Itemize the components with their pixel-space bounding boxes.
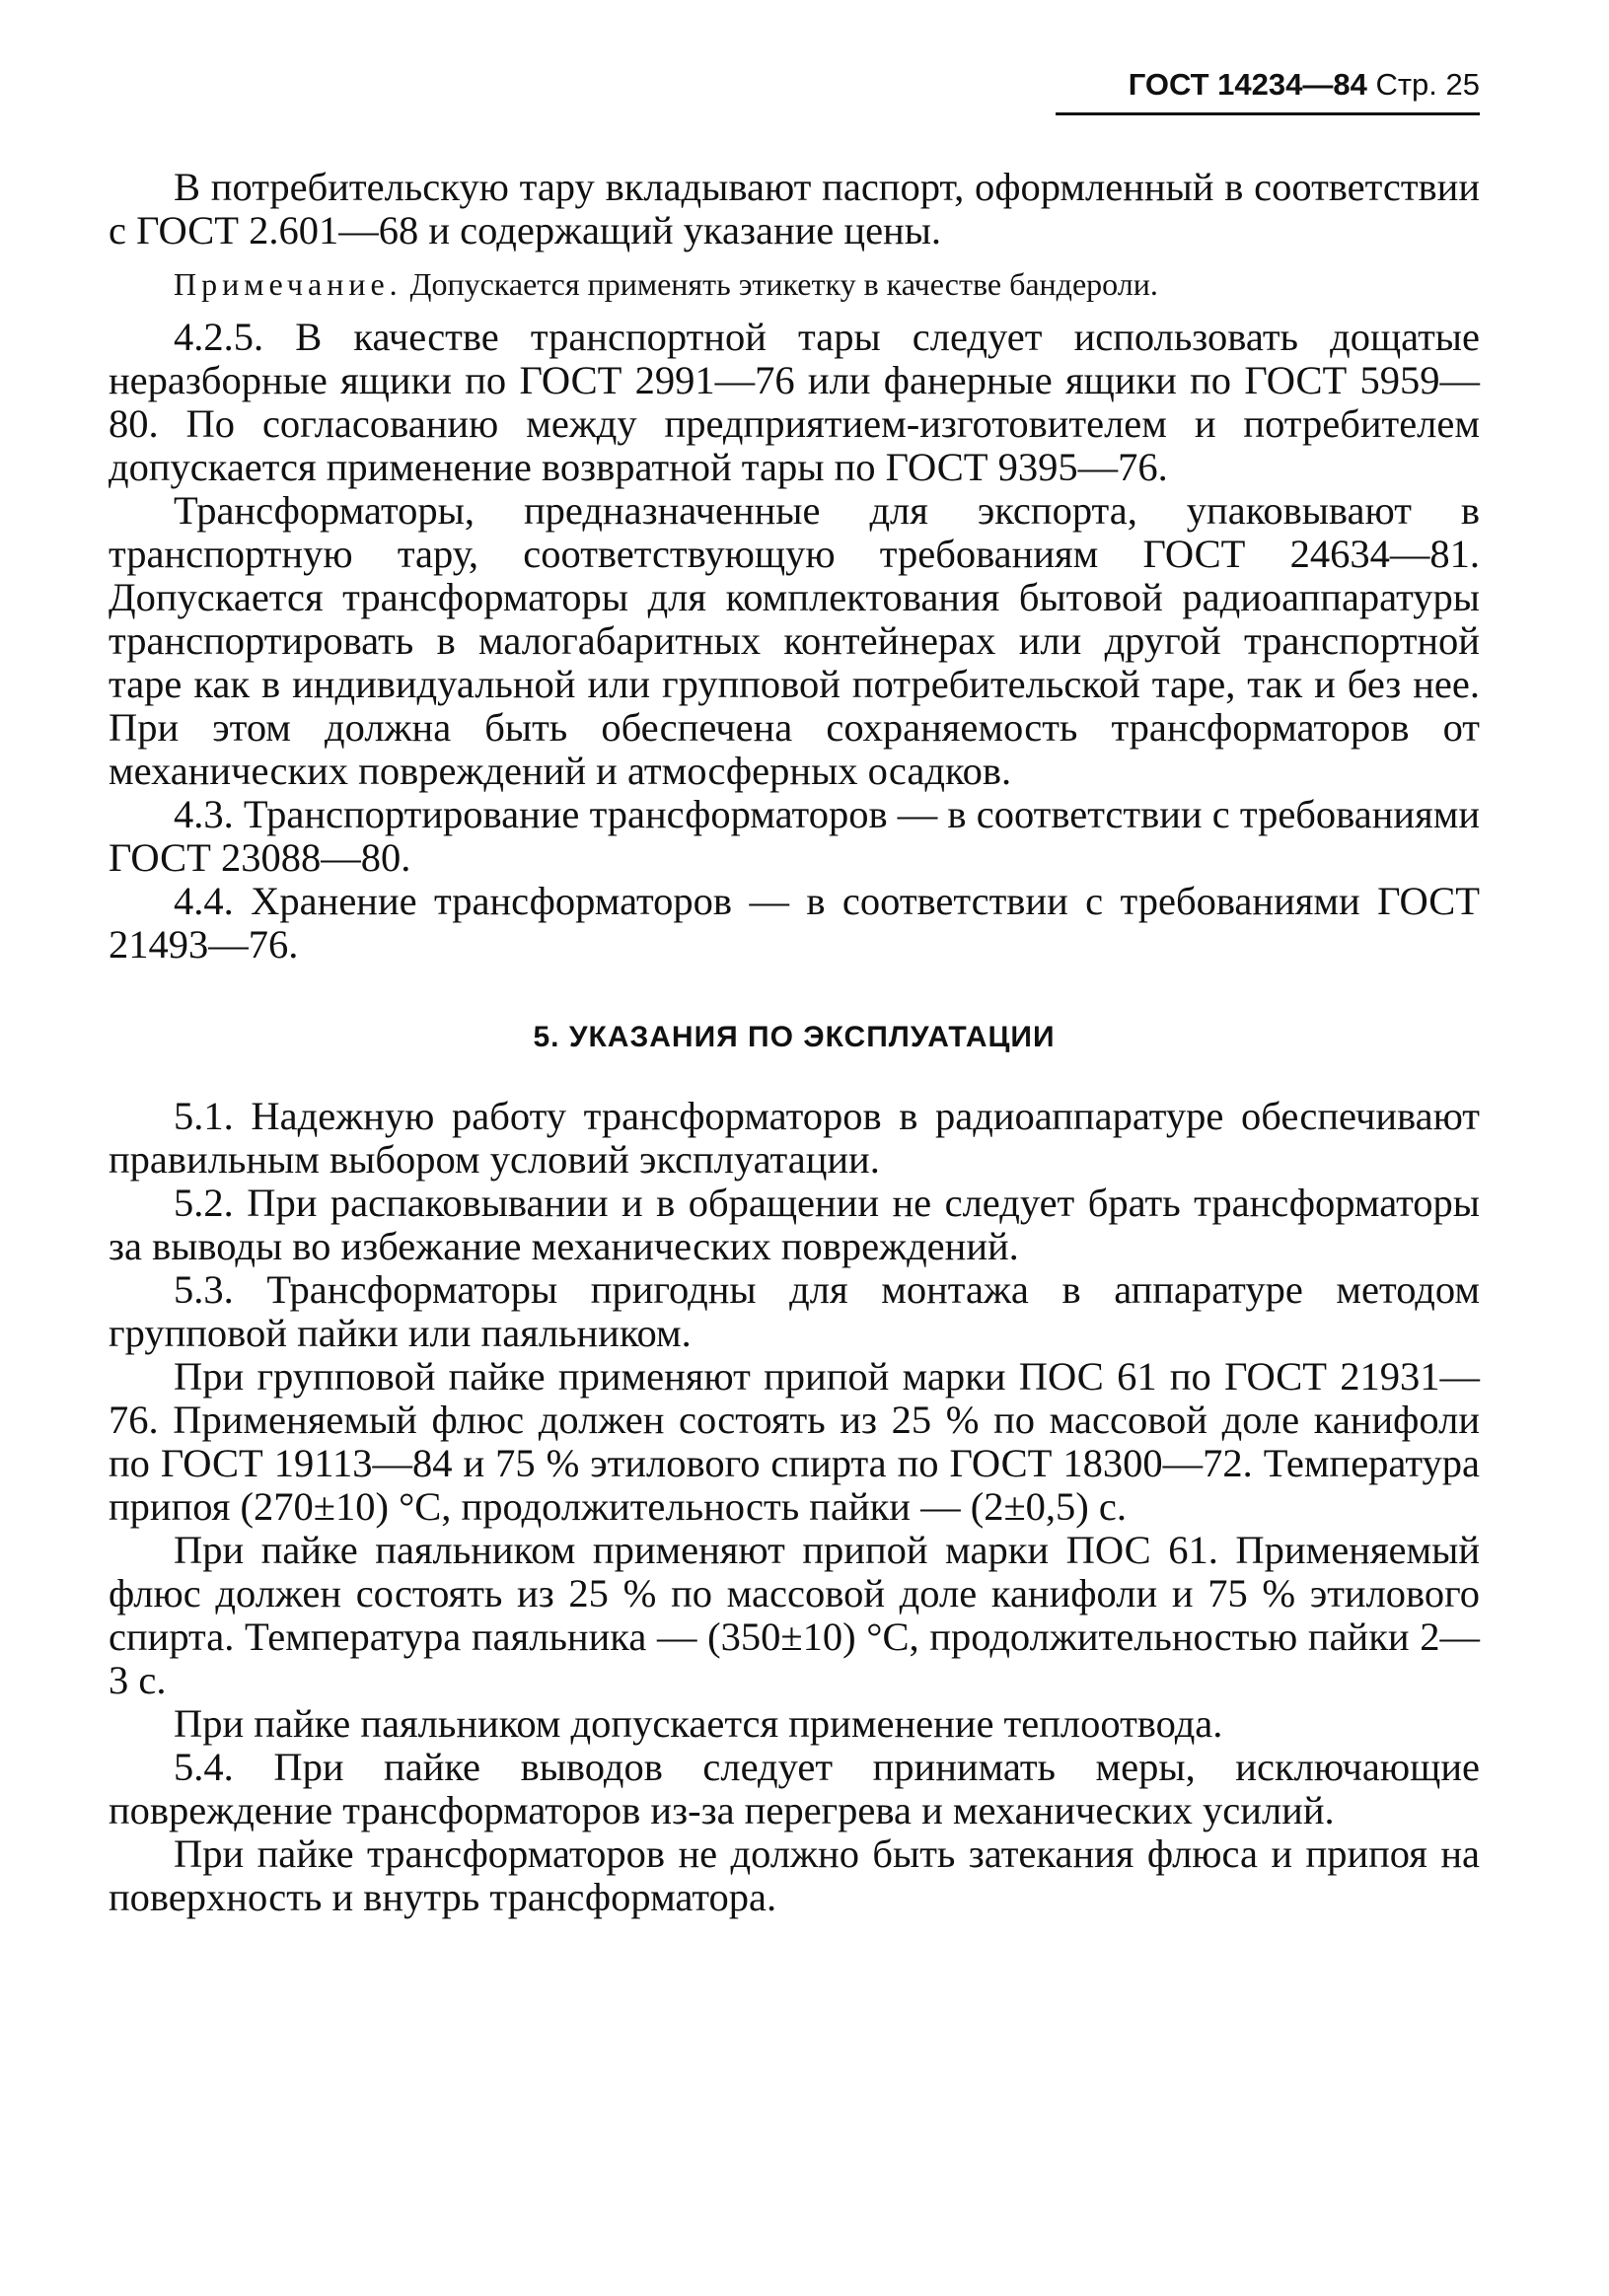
paragraph-group-soldering: При групповой пайке применяют припой марки ПОС 61 по ГОСТ 21931—76. Применяемый флюс должен состоять из 25 % по массовой доле канифоли по ГОСТ 19113—84 и 75 % этилового спирта по ГОСТ 18300—72. Температура припоя (270±10) °С, продолжительность пайки — (2±0,5) с. xyxy=(109,1354,1480,1529)
paragraph-4-4: 4.4. Хранение трансформаторов — в соответствии с требованиями ГОСТ 21493—76. xyxy=(109,879,1480,967)
paragraph-flux-leakage: При пайке трансформаторов не должно быть затекания флюса и припоя на поверхность и внутрь трансформатора. xyxy=(109,1831,1480,1919)
note-text: Допускается применять этикетку в качестве бандероли. xyxy=(409,266,1158,302)
note xyxy=(109,264,1480,304)
section-title: 5. УКАЗАНИЯ ПО ЭКСПЛУАТАЦИИ xyxy=(533,1021,1056,1053)
paragraph-export: Трансформаторы, предназначенные для экспорта, упаковывают в транспортную тару, соответствующую требованиям ГОСТ 24634—81. Допускается трансформаторы для комплектования бытовой радиоаппаратуры транспортировать в малогабаритных контейнерах или другой транспортной таре как в индивидуальной или групповой потребительской таре, так и без нее. При этом должна быть обеспечена сохраняемость трансформаторов от механических повреждений и атмосферных осадков. xyxy=(109,488,1480,793)
note-label: Примечание. xyxy=(174,266,402,302)
paragraph-heatsink: При пайке паяльником допускается применение теплоотвода. xyxy=(174,1701,1223,1746)
paragraph-4-3: 4.3. Транспортирование трансформаторов — в соответствии с требованиями ГОСТ 23088—80. xyxy=(109,792,1480,880)
page-number: Стр. 25 xyxy=(1375,67,1480,102)
paragraph-5-4: 5.4. При пайке выводов следует принимать меры, исключающие повреждение трансформаторов из-за перегрева и механических усилий. xyxy=(109,1745,1480,1832)
paragraph-5-1: 5.1. Надежную работу трансформаторов в радиоаппаратуре обеспечивают правильным выбором условий эксплуатации. xyxy=(109,1094,1480,1182)
paragraph-5-3: 5.3. Трансформаторы пригодны для монтажа в аппаратуре методом групповой пайки или паяльником. xyxy=(109,1267,1480,1355)
document-body xyxy=(109,166,1480,1919)
paragraph-iron-soldering: При пайке паяльником применяют припой марки ПОС 61. Применяемый флюс должен состоять из 25 % по массовой доле канифоли и 75 % этилового спирта. Температура паяльника — (350±10) °С, продолжительностью пайки 2—3 с. xyxy=(109,1528,1480,1702)
paragraph-passport: В потребительскую тару вкладывают паспорт, оформленный в соответствии с ГОСТ 2.601—68 и содержащий указание цены. xyxy=(109,165,1480,252)
standard-number: ГОСТ 14234—84 xyxy=(1128,67,1367,102)
running-header xyxy=(1056,61,1480,115)
paragraph-4-2-5: 4.2.5. В качестве транспортной тары следует использовать дощатые неразборные ящики по ГОСТ 2991—76 или фанерные ящики по ГОСТ 5959—80. По согласованию между предприятием-изготовителем и потребителем допускается применение возвратной тары по ГОСТ 9395—76. xyxy=(109,315,1480,489)
paragraph-5-2: 5.2. При распаковывании и в обращении не следует брать трансформаторы за выводы во избежание механических повреждений. xyxy=(109,1181,1480,1268)
